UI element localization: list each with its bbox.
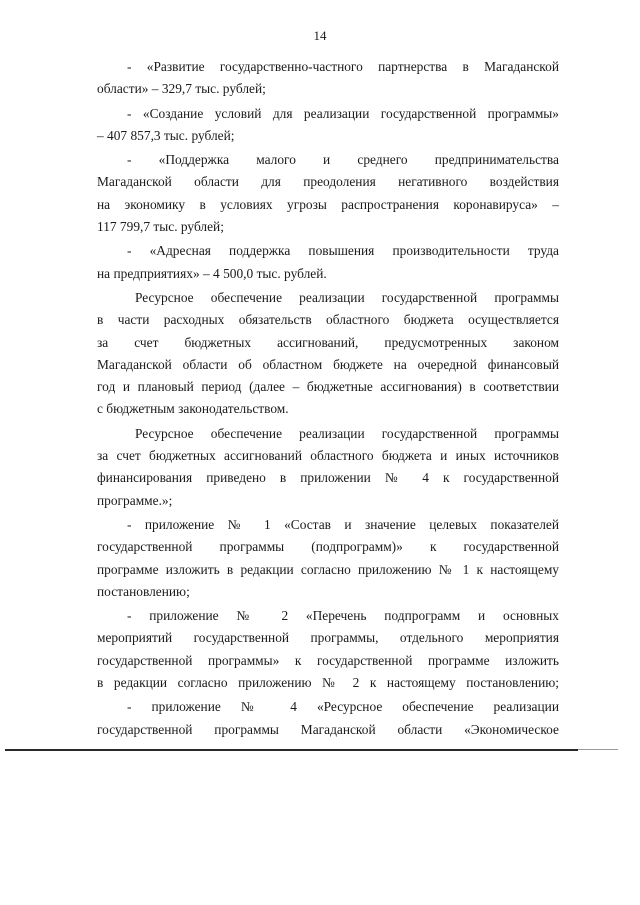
text-line: - «Создание условий для реализации государственной программы» [127,105,559,121]
paragraph-resource-budget [97,287,559,421]
text-line: программе изложить в редакции согласно приложению № 1 к настоящему [97,561,559,577]
text-line: государственной программы (подпрограмм)» к государственной [97,539,559,555]
text-line: за счет бюджетных ассигнований областного бюджета и иных источников [97,448,559,464]
text-line: - приложение № 2 «Перечень подпрограмм и основных [127,608,559,624]
text-line: - «Поддержка малого и среднего предпринимательства [127,152,559,168]
text-line: с бюджетным законодательством. [97,401,289,417]
text-line: Магаданской области для преодоления негативного воздействия [97,174,559,190]
paragraph-conditions [97,103,559,148]
text-line: области» – 329,7 тыс. рублей; [97,81,266,97]
text-line: Ресурсное обеспечение реализации государственной программы [135,425,559,441]
text-line: - приложение № 1 «Состав и значение целевых показателей [127,516,559,532]
text-line: программе.»; [97,492,173,508]
document-body [97,56,559,743]
text-line: за счет бюджетных ассигнований, предусмотренных законом [97,334,559,350]
text-line: мероприятий государственной программы, отдельного мероприятия [97,630,559,646]
page-number: 14 [313,28,327,43]
paragraph-appendix-1 [97,514,559,603]
page-cut-line-tail [578,749,618,750]
text-line: - «Развитие государственно-частного партнерства в Магаданской [127,59,559,74]
paragraph-appendix-4 [97,696,559,741]
text-line: государственной программы» к государственной программе изложить [97,652,559,668]
text-line: в части расходных обязательств областного бюджета осуществляется [97,312,559,328]
paragraph-resource-sources [97,423,559,512]
paragraph-ppp [97,56,559,101]
text-line: Ресурсное обеспечение реализации государственной программы [135,289,559,305]
text-line: финансирования приведено в приложении № 4 к государственной [97,470,559,486]
text-line: – 407 857,3 тыс. рублей; [97,127,235,143]
page-cut-line [5,749,578,751]
text-line: - приложение № 4 «Ресурсное обеспечение реализации [127,699,559,715]
text-line: Магаданской области об областном бюджете на очередной финансовый [97,356,559,372]
text-line: - «Адресная поддержка повышения производительности труда [127,243,559,259]
text-line: на предприятиях» – 4 500,0 тыс. рублей. [97,265,327,281]
text-line: 117 799,7 тыс. рублей; [97,219,224,235]
text-line: в редакции согласно приложению № 2 к настоящему постановлению; [97,675,559,691]
paragraph-appendix-2 [97,605,559,694]
text-line: постановлению; [97,583,190,599]
text-line: на экономику в условиях угрозы распространения коронавируса» – [97,196,559,212]
text-line: год и плановый период (далее – бюджетные ассигнования) в соответствии [97,379,559,395]
paragraph-productivity [97,240,559,285]
text-line: государственной программы Магаданской области «Экономическое [97,721,559,737]
paragraph-sme-support [97,149,559,238]
